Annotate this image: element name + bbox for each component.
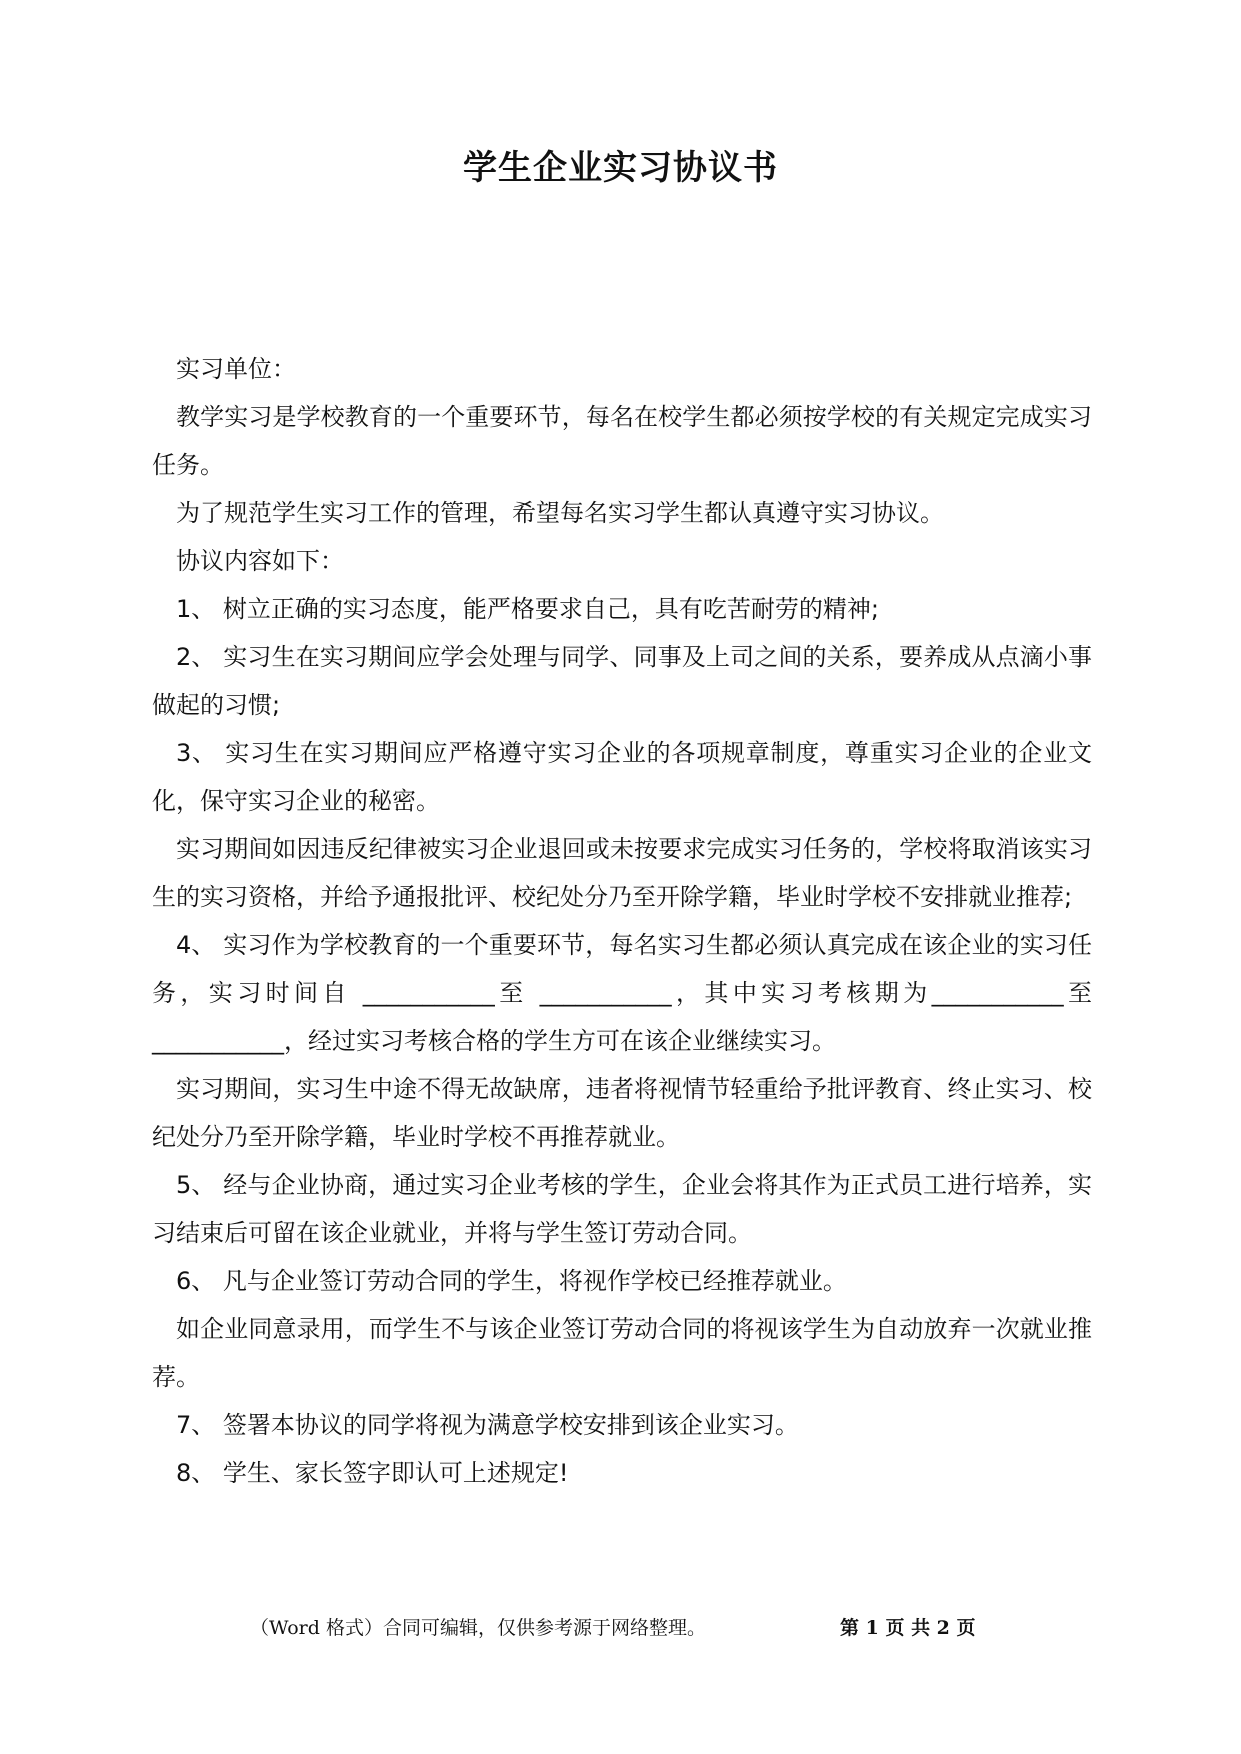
clause-5: 5、 经与企业协商，通过实习企业考核的学生，企业会将其作为正式员工进行培养，实习结束后可留在该企业就业，并将与学生签订劳动合同。: [152, 1171, 1092, 1247]
paragraph-content-heading: 协议内容如下：: [176, 547, 344, 575]
paragraph-purpose: 为了规范学生实习工作的管理，希望每名实习学生都认真遵守实习协议。: [176, 499, 944, 527]
paragraph-internship-unit: 实习单位：: [176, 355, 296, 383]
paragraph-discipline: 实习期间如因违反纪律被实习企业退回或未按要求完成实习任务的，学校将取消该实习生的实习资格，并给予通报批评、校纪处分乃至开除学籍，毕业时学校不安排就业推荐;: [152, 835, 1092, 911]
clause-7: 7、 签署本协议的同学将视为满意学校安排到该企业实习。: [176, 1411, 799, 1439]
clause-1: 1、 树立正确的实习态度，能严格要求自己，具有吃苦耐劳的精神;: [176, 595, 879, 623]
clause-4: 4、 实习作为学校教育的一个重要环节，每名实习生都必须认真完成在该企业的实习任务，实习时间自 ___________至 ___________，其中实习考核期为___________至___________，经过实习考核合格的学生方可在该企业继续实习。: [152, 931, 1092, 1055]
clause-8: 8、 学生、家长签字即认可上述规定!: [176, 1459, 569, 1487]
footer-note: （Word 格式）合同可编辑，仅供参考源于网络整理。: [250, 1617, 706, 1639]
page-number: 第 1 页 共 2 页: [840, 1617, 976, 1639]
paragraph-intro: 教学实习是学校教育的一个重要环节，每名在校学生都必须按学校的有关规定完成实习任务。: [152, 403, 1092, 479]
document-title: 学生企业实习协议书: [463, 148, 778, 188]
document-body: [152, 345, 1092, 1497]
paragraph-refusal: 如企业同意录用，而学生不与该企业签订劳动合同的将视该学生为自动放弃一次就业推荐。: [152, 1315, 1092, 1391]
clause-6: 6、 凡与企业签订劳动合同的学生，将视作学校已经推荐就业。: [176, 1267, 847, 1295]
clause-3: 3、 实习生在实习期间应严格遵守实习企业的各项规章制度，尊重实习企业的企业文化，保守实习企业的秘密。: [152, 739, 1092, 815]
paragraph-absence: 实习期间，实习生中途不得无故缺席，违者将视情节轻重给予批评教育、终止实习、校纪处分乃至开除学籍，毕业时学校不再推荐就业。: [152, 1075, 1092, 1151]
clause-2: 2、 实习生在实习期间应学会处理与同学、同事及上司之间的关系，要养成从点滴小事做起的习惯;: [152, 643, 1092, 719]
